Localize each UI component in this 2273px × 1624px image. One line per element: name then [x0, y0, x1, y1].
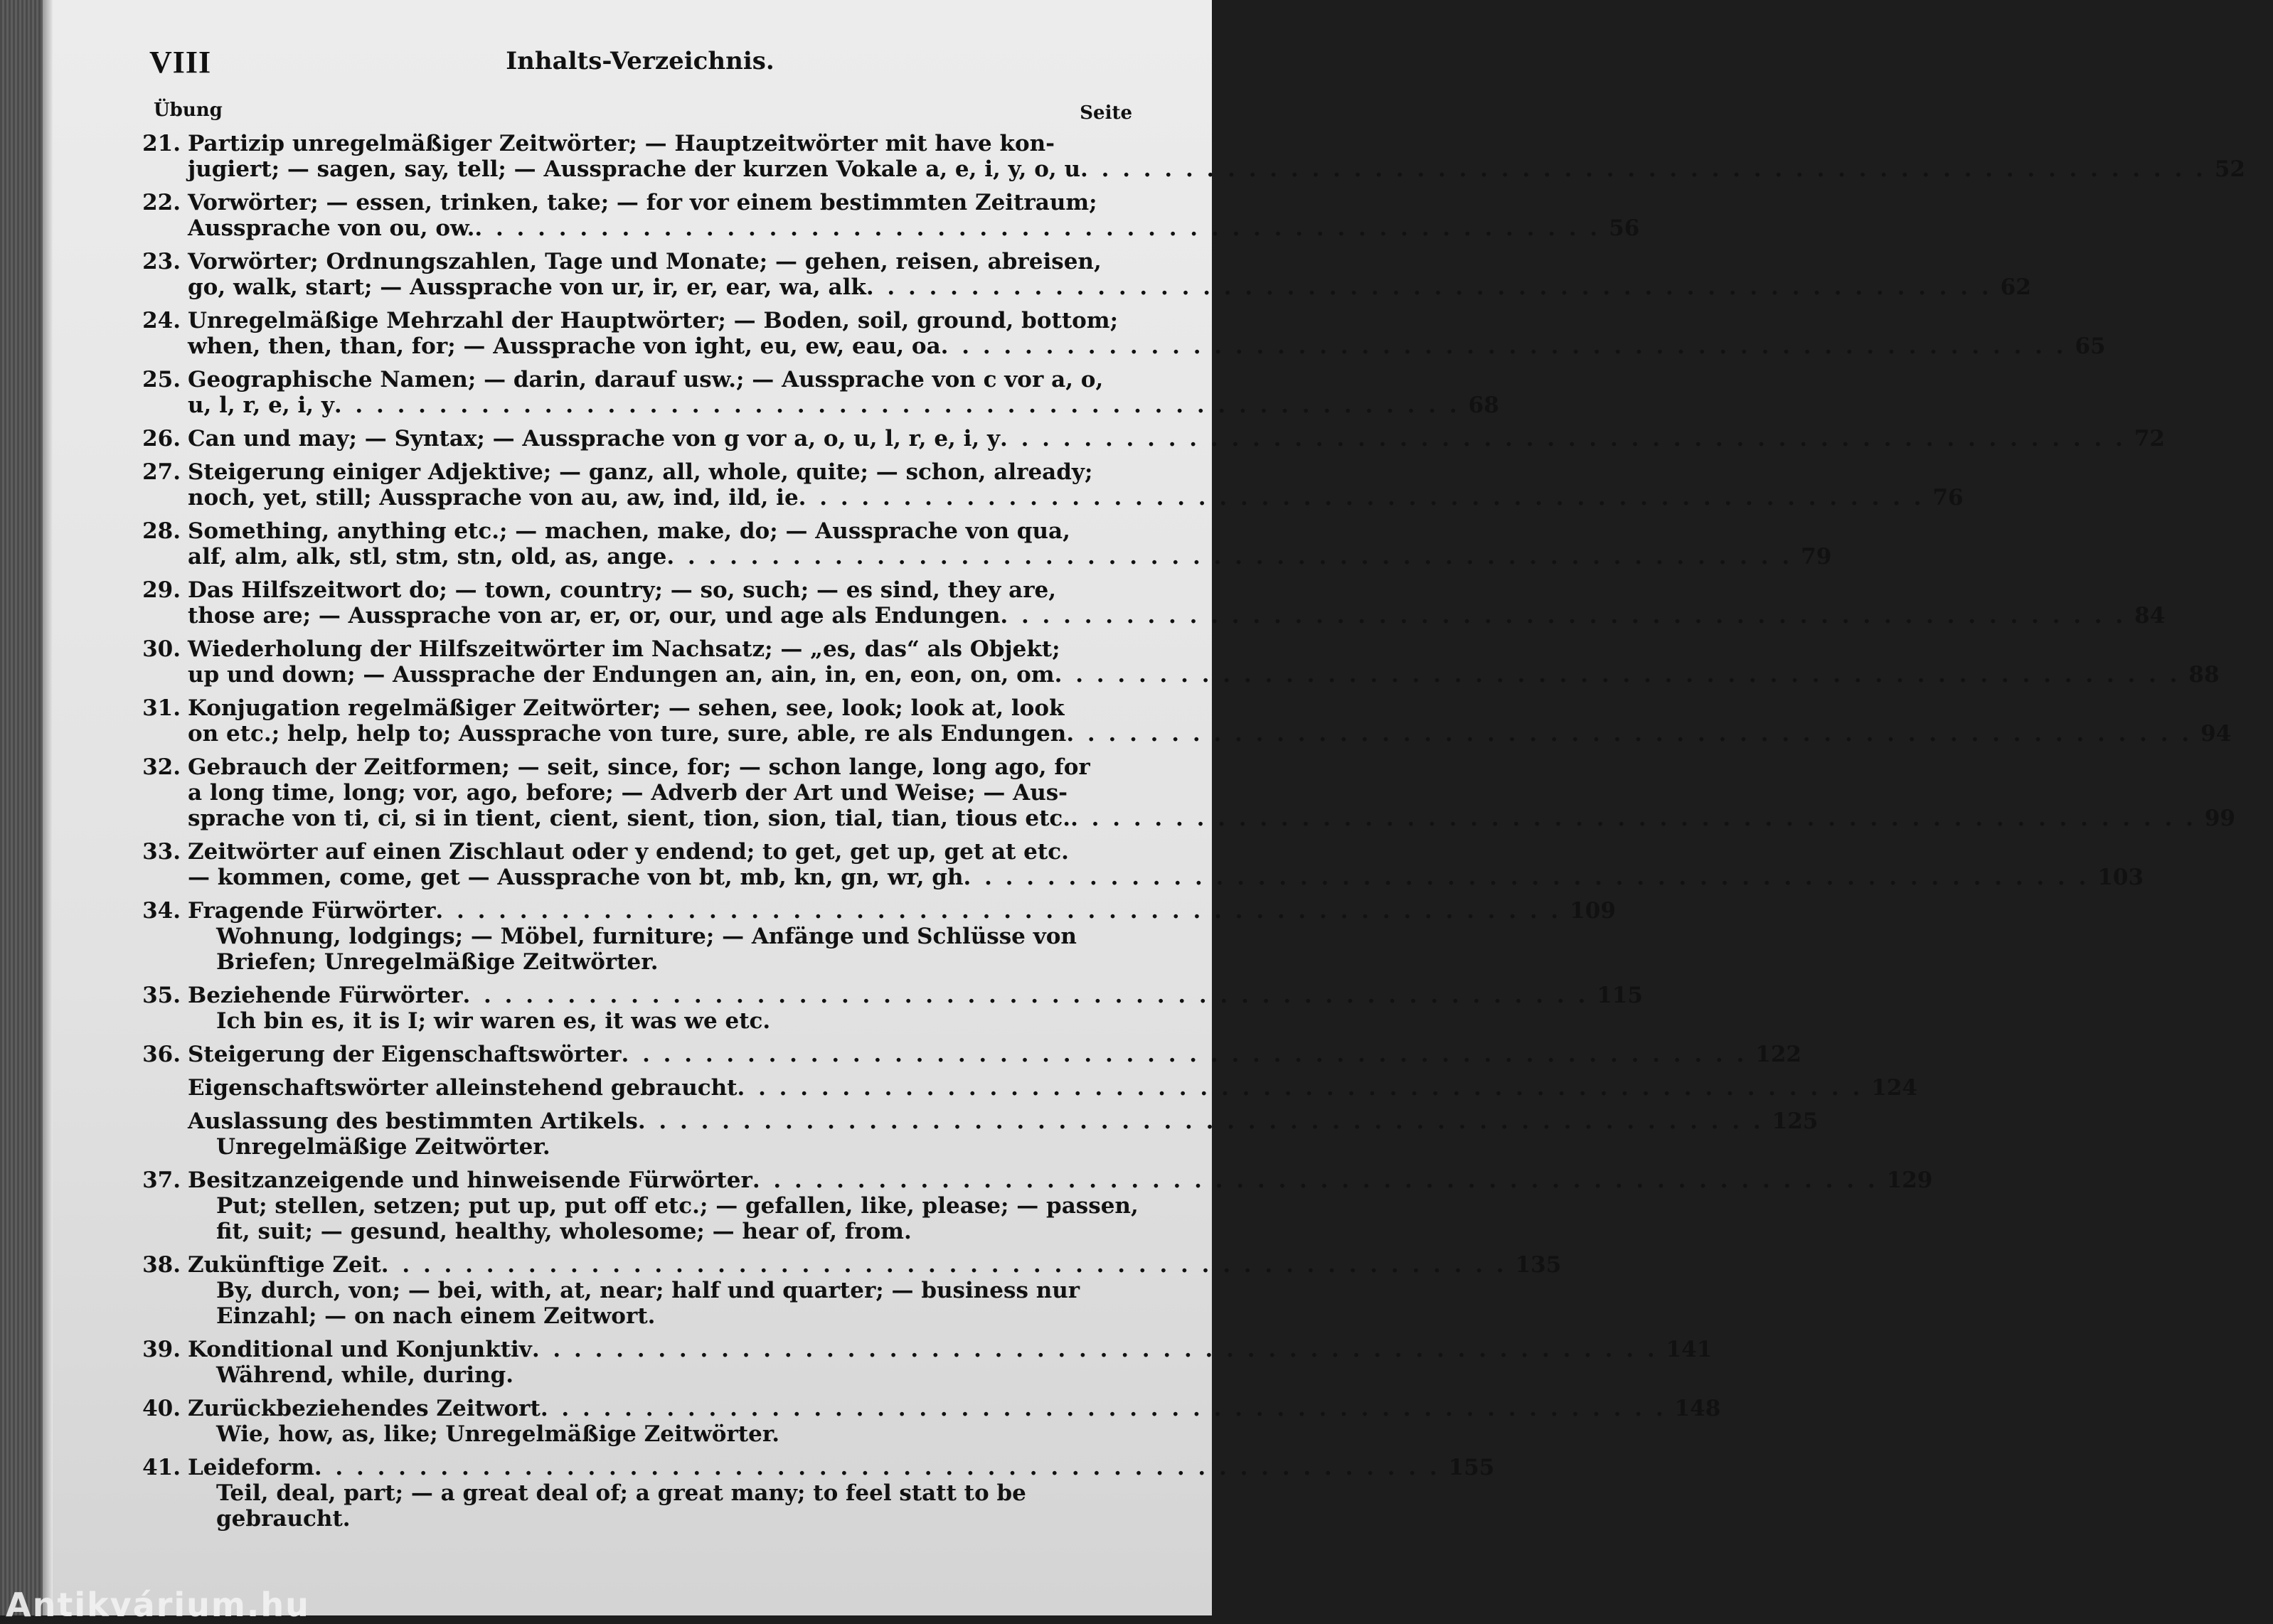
entry-title-text: Auslassung des bestimmten Artikels [188, 1109, 638, 1134]
page-edge [43, 0, 53, 1615]
toc-entry [132, 249, 2031, 300]
entry-line-text: u, l, r, e, i, y [188, 392, 334, 418]
page-reference: 148 [1674, 1396, 1721, 1421]
page-reference: 129 [1886, 1168, 1933, 1193]
toc-entry [132, 1168, 1933, 1244]
page-number: VIII [149, 45, 212, 80]
entry-line [188, 721, 2192, 747]
entry-subline: Teil, deal, part; — a great deal of; a great many; to feel statt to be [216, 1480, 1026, 1506]
entry-line: Geographische Namen; — darin, darauf usw.; — Aussprache von c vor a, o, [188, 367, 1104, 392]
entry-line-text: noch, yet, still; Aussprache von au, aw, ind, ild, ie [188, 485, 799, 511]
entry-line [188, 603, 2126, 629]
entry-line: Partizip unregelmäßiger Zeitwörter; — Hauptzeitwörter mit have kon- [188, 131, 1055, 156]
entry-line-text: jugiert; — sagen, say, tell; — Aussprache der kurzen Vokale a, e, i, y, o, u [188, 156, 1081, 182]
toc-entry [132, 367, 1499, 418]
entry-title-text: Leideform [188, 1455, 314, 1480]
exercise-number: 35. [142, 983, 181, 1008]
toc-entry [132, 1455, 1495, 1532]
entry-subline: Put; stellen, setzen; put up, put off etc.; — gefallen, like, please; — passen, [216, 1193, 1139, 1219]
entry-line: Wiederholung der Hilfszeitwörter im Nachsatz; — „es, das“ als Objekt; [188, 636, 1060, 662]
page-reference: 103 [2097, 865, 2144, 890]
entry-line: Unregelmäßige Mehrzahl der Hauptwörter; — Boden, soil, ground, bottom; [188, 308, 1119, 333]
page-reference: 125 [1772, 1109, 1819, 1134]
entry-title [188, 1075, 1863, 1101]
page-reference: 84 [2134, 603, 2166, 629]
page-header [149, 44, 1131, 87]
entry-title-text: Zukünftige Zeit [188, 1252, 381, 1278]
entry-line: Gebrauch der Zeitformen; — seit, since, for; — schon lange, long ago, for [188, 754, 1090, 780]
entry-line: Zeitwörter auf einen Zischlaut oder y endend; to get, get up, get at etc. [188, 839, 1069, 865]
exercise-number: 36. [142, 1042, 181, 1067]
toc-entry [132, 308, 2106, 359]
page-reference: 122 [1755, 1042, 1801, 1067]
toc-entry [132, 839, 2144, 890]
toc-entry [132, 1337, 1713, 1388]
entry-line [188, 485, 1924, 511]
entry-subline: Briefen; Unregelmäßige Zeitwörter. [216, 949, 659, 975]
entry-title [188, 983, 1588, 1008]
toc-entry [132, 190, 1640, 241]
entry-title [188, 1109, 1764, 1134]
entry-line [188, 215, 1600, 241]
toc-entry [132, 898, 1616, 975]
entry-subline: Während, while, during. [216, 1362, 514, 1388]
entry-title [188, 1396, 1666, 1421]
entry-subline: Unregelmäßige Zeitwörter. [216, 1134, 550, 1160]
entry-line: Steigerung einiger Adjektive; — ganz, all, whole, quite; — schon, already; [188, 459, 1093, 485]
entry-line: Das Hilfszeitwort do; — town, country; — so, such; — es sind, they are, [188, 577, 1057, 603]
entry-title-text: Eigenschaftswörter alleinstehend gebraucht [188, 1075, 738, 1101]
exercise-number: 39. [142, 1337, 181, 1362]
toc-entry [132, 577, 2166, 629]
entry-subline: Ich bin es, it is I; wir waren es, it was we etc. [216, 1008, 771, 1034]
entry-title-text: Besitzanzeigende und hinweisende Fürwörter [188, 1168, 752, 1193]
entry-line-text: — kommen, come, get — Aussprache von bt, mb, kn, gn, wr, gh [188, 865, 964, 890]
entry-line-text: Aussprache von ou, ow. [188, 215, 475, 241]
table-of-contents [132, 131, 2245, 1539]
entry-subline: Wohnung, lodgings; — Möbel, furniture; — Anfänge und Schlüsse von [216, 924, 1077, 949]
toc-entry [132, 1109, 1819, 1160]
toc-entry [132, 983, 1643, 1034]
entry-line-text: on etc.; help, help to; Aussprache von ture, sure, able, re als Endungen [188, 721, 1067, 747]
entry-subline: fit, suit; — gesund, healthy, wholesome; — hear of, from. [216, 1219, 912, 1244]
entry-line [188, 274, 1992, 300]
page-reference: 155 [1448, 1455, 1495, 1480]
page-reference: 52 [2214, 156, 2245, 182]
page-reference: 56 [1609, 215, 1640, 241]
page-reference: 88 [2188, 662, 2220, 688]
toc-entry [132, 754, 2235, 831]
page-reference: 124 [1871, 1075, 1917, 1101]
toc-entry [132, 636, 2220, 688]
book-spine [0, 0, 43, 1615]
entry-title-text: Beziehende Fürwörter [188, 983, 463, 1008]
exercise-number: 28. [142, 518, 181, 544]
toc-entry [132, 1252, 1562, 1329]
exercise-number: 21. [142, 131, 181, 156]
entry-title-text: Fragende Fürwörter [188, 898, 436, 924]
exercise-number: 22. [142, 190, 181, 215]
exercise-number: 38. [142, 1252, 181, 1278]
page-reference: 109 [1570, 898, 1616, 924]
toc-entry [132, 1075, 1917, 1101]
entry-line [188, 544, 1792, 570]
exercise-number: 40. [142, 1396, 181, 1421]
column-label-exercise: Übung [154, 100, 223, 121]
entry-subline: gebraucht. [216, 1506, 351, 1532]
page-reference: 94 [2200, 721, 2232, 747]
running-title: Inhalts-Verzeichnis. [506, 47, 774, 75]
toc-entry [132, 1396, 1721, 1447]
entry-line [188, 865, 2089, 890]
exercise-number: 31. [142, 695, 181, 721]
entry-line-text: go, walk, start; — Aussprache von ur, ir, er, ear, wa, alk [188, 274, 866, 300]
exercise-number: 29. [142, 577, 181, 603]
entry-line-text: up und down; — Aussprache der Endungen an, ain, in, en, eon, on, om [188, 662, 1055, 688]
entry-title-text: Zurückbeziehendes Zeitwort [188, 1396, 541, 1421]
entry-line: Vorwörter; — essen, trinken, take; — for vor einem bestimmten Zeitraum; [188, 190, 1097, 215]
entry-title [188, 1252, 1507, 1278]
entry-line: Something, anything etc.; — machen, make, do; — Aussprache von qua, [188, 518, 1070, 544]
page-reference: 62 [2000, 274, 2031, 300]
exercise-number: 34. [142, 898, 181, 924]
entry-subline: Wie, how, as, like; Unregelmäßige Zeitwörter. [216, 1421, 780, 1447]
entry-line-text: Can und may; — Syntax; — Aussprache von g vor a, o, u, l, r, e, i, y [188, 426, 1001, 452]
toc-entry [132, 695, 2232, 747]
entry-subline: Einzahl; — on nach einem Zeitwort. [216, 1303, 656, 1329]
entry-line [188, 426, 2126, 452]
entry-title [188, 1455, 1440, 1480]
entry-title [188, 898, 1561, 924]
page-reference: 72 [2134, 426, 2165, 452]
entry-title [188, 1337, 1658, 1362]
entry-subline: By, durch, von; — bei, with, at, near; half und quarter; — business nur [216, 1278, 1080, 1303]
entry-title-text: Konditional und Konjunktiv [188, 1337, 532, 1362]
page-reference: 68 [1468, 392, 1499, 418]
page-reference: 141 [1666, 1337, 1713, 1362]
page-reference: 115 [1597, 983, 1643, 1008]
exercise-number: 25. [142, 367, 181, 392]
entry-title-text: Steigerung der Eigenschaftswörter [188, 1042, 622, 1067]
entry-title [188, 1168, 1878, 1193]
watermark: Antikvárium.hu [6, 1586, 310, 1624]
entry-line [188, 156, 2206, 182]
entry-line [188, 806, 2196, 831]
toc-entry [132, 1042, 1801, 1067]
exercise-number: 33. [142, 839, 181, 865]
exercise-number: 37. [142, 1168, 181, 1193]
entry-line-text: those are; — Aussprache von ar, er, or, our, und age als Endungen [188, 603, 1001, 629]
exercise-number: 32. [142, 754, 181, 780]
entry-line [188, 392, 1460, 418]
exercise-number: 26. [142, 426, 181, 452]
page-reference: 65 [2075, 333, 2106, 359]
page-reference: 79 [1801, 544, 1832, 570]
column-label-page: Seite [1080, 102, 1132, 124]
toc-entry [132, 459, 1964, 511]
exercise-number: 23. [142, 249, 181, 274]
entry-title [188, 1042, 1747, 1067]
entry-line-text: when, then, than, for; — Aussprache von ight, eu, ew, eau, oa [188, 333, 941, 359]
toc-entry [132, 131, 2245, 182]
exercise-number: 27. [142, 459, 181, 485]
entry-line-text: alf, alm, alk, stl, stm, stn, old, as, ange [188, 544, 667, 570]
toc-entry [132, 426, 2165, 452]
exercise-number: 30. [142, 636, 181, 662]
page-reference: 135 [1515, 1252, 1562, 1278]
entry-line-text: sprache von ti, ci, si in tient, cient, sient, tion, sion, tial, tian, tious etc. [188, 806, 1071, 831]
page-reference: 99 [2204, 806, 2235, 831]
exercise-number: 24. [142, 308, 181, 333]
toc-entry [132, 518, 1832, 570]
entry-line [188, 333, 2066, 359]
entry-line: Konjugation regelmäßiger Zeitwörter; — sehen, see, look; look at, look [188, 695, 1065, 721]
entry-line: a long time, long; vor, ago, before; — Adverb der Art und Weise; — Aus- [188, 780, 1068, 806]
entry-line [188, 662, 2180, 688]
page-reference: 76 [1932, 485, 1964, 511]
exercise-number: 41. [142, 1455, 181, 1480]
entry-line: Vorwörter; Ordnungszahlen, Tage und Monate; — gehen, reisen, abreisen, [188, 249, 1102, 274]
